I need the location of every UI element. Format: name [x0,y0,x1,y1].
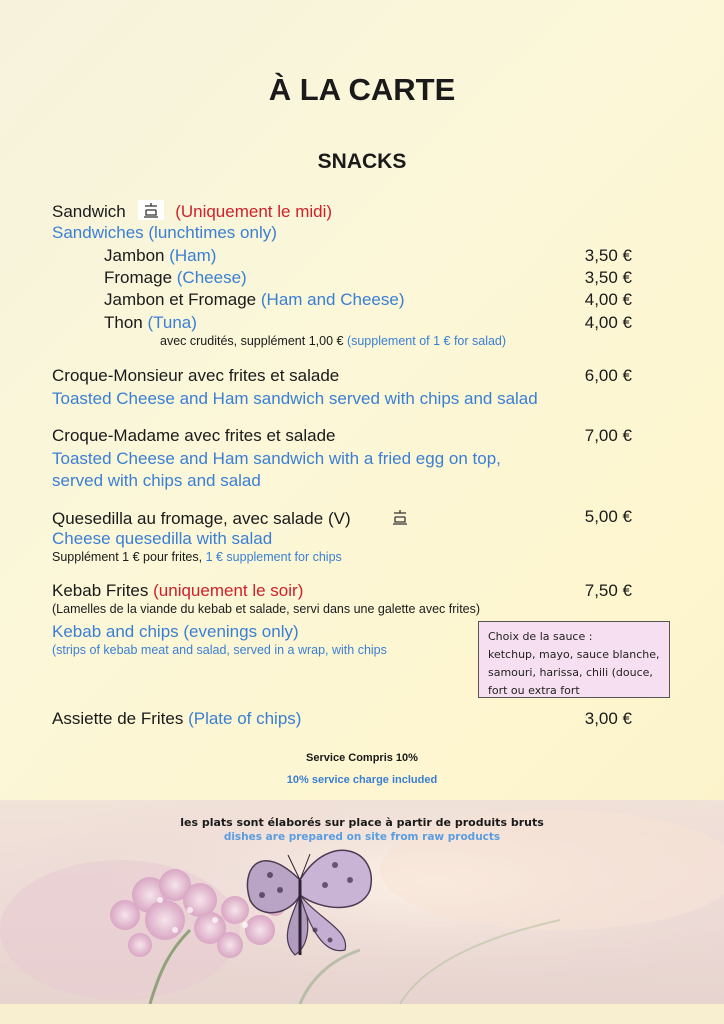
sandwich-english: Sandwiches (lunchtimes only) [52,223,277,242]
item-english: (Tuna) [147,313,197,332]
croque-monsieur-price: 6,00 € [584,366,632,385]
kebab-french: Kebab Frites [52,581,149,600]
menu-item [104,313,197,333]
footer-english: dishes are prepared on site from raw products [223,831,501,843]
menu-item [104,290,405,310]
vegetarian-dish-icon [138,200,164,225]
item-price: 4,00 € [584,290,632,309]
croque-madame-english-1: Toasted Cheese and Ham sandwich with a fried egg on top, [52,449,501,468]
kebab-english: Kebab and chips (evenings only) [52,622,299,641]
chips-english: (Plate of chips) [188,709,302,728]
sandwich-supplement [160,334,506,348]
item-name: Thon [104,313,143,332]
supplement-french: avec crudités, supplément 1,00 € [160,334,344,348]
item-english: (Ham and Cheese) [260,290,405,309]
service-french: Service Compris 10% [306,752,418,764]
supplement-english: (supplement of 1 € for salad) [346,334,507,348]
croque-madame-name: Croque-Madame avec frites et salade [52,426,336,445]
quesadilla-english: Cheese quesedilla with salad [52,529,273,548]
chips-name [52,709,301,729]
menu-item [104,268,247,288]
quesadilla-french: Quesedilla au fromage, avec salade (V) [52,508,351,528]
sauce-choice-box [478,621,670,698]
sandwich-label: Sandwich [52,201,126,221]
item-price: 3,50 € [584,268,632,287]
quesadilla-price: 5,00 € [584,507,632,526]
sauce-line: fort ou extra fort [488,684,580,697]
vegetarian-dish-icon [387,507,413,532]
quesadilla-supplement [52,550,342,564]
croque-monsieur-name: Croque-Monsieur avec frites et salade [52,366,340,385]
kebab-description-english: (strips of kebab meat and salad, served in a wrap, with chips [52,643,387,657]
footer-french: les plats sont élaborés sur place à partir de produits bruts [180,816,544,829]
supplement-french: Supplément 1 € pour frites, [52,550,203,564]
sandwich-note: (Uniquement le midi) [175,201,333,221]
section-title: SNACKS [317,150,407,173]
kebab-price: 7,50 € [584,581,632,600]
sandwich-heading [52,200,332,225]
kebab-description-french: (Lamelles de la viande du kebab et salade, servi dans une galette avec frites) [52,602,481,616]
sauce-line: samouri, harissa, chili (douce, [488,666,653,679]
croque-madame-english-2: served with chips and salad [52,471,261,490]
bottom-strip [0,1004,724,1024]
chips-price: 3,00 € [584,709,632,728]
kebab-name [52,581,303,601]
croque-madame-price: 7,00 € [584,426,632,445]
item-price: 3,50 € [584,246,632,265]
page-title: À LA CARTE [268,72,456,107]
item-english: (Cheese) [176,268,247,287]
item-name: Jambon et Fromage [104,290,257,309]
chips-french: Assiette de Frites [52,709,184,728]
item-english: (Ham) [169,246,217,265]
croque-monsieur-english: Toasted Cheese and Ham sandwich served with chips and salad [52,389,538,408]
service-english: 10% service charge included [286,774,438,786]
supplement-english: 1 € supplement for chips [205,550,342,564]
kebab-note: (uniquement le soir) [153,581,304,600]
sauce-line: ketchup, mayo, sauce blanche, [488,648,660,661]
sauce-line: Choix de la sauce : [488,630,593,643]
item-name: Fromage [104,268,173,287]
item-name: Jambon [104,246,165,265]
item-price: 4,00 € [584,313,632,332]
menu-item [104,246,216,266]
